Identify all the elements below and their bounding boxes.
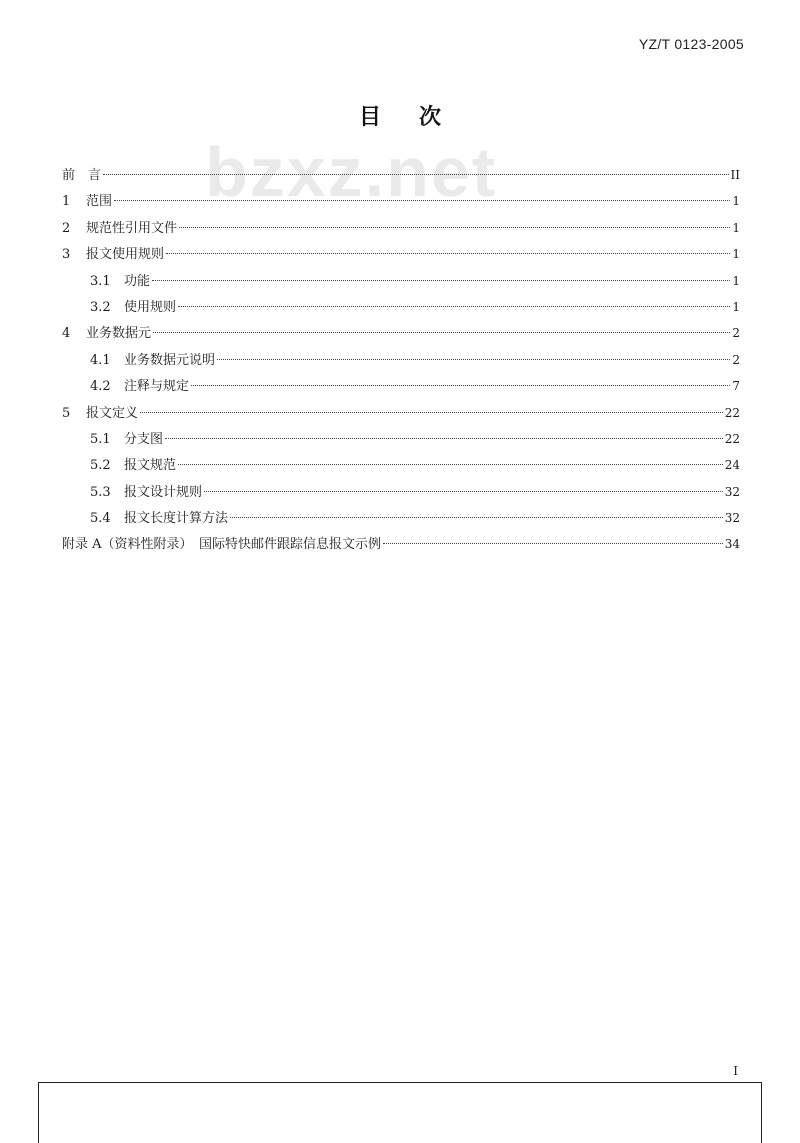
toc-entry-title: 分支图 [124, 431, 164, 447]
toc-entry-title: 报文长度计算方法 [124, 511, 229, 527]
toc-entry-number: 5.4 [90, 511, 111, 527]
toc-entry-page: 1 [732, 273, 740, 288]
toc-entry-page: 2 [732, 352, 740, 367]
toc-entry-title: 功能 [124, 273, 151, 289]
toc-leader-dots [153, 332, 730, 333]
toc-entry-title: 报文使用规则 [86, 247, 165, 263]
toc-entry[interactable] [62, 373, 740, 399]
page-number: I [733, 1064, 738, 1078]
toc-entry-page: 34 [724, 537, 740, 552]
toc-entry[interactable] [62, 531, 740, 557]
toc-entry-page: 22 [724, 431, 740, 446]
toc-entry[interactable] [62, 347, 740, 373]
toc-entry-number: 5.2 [90, 458, 111, 474]
toc-leader-dots [103, 174, 729, 175]
toc-entry[interactable] [62, 215, 740, 241]
toc-leader-dots [383, 543, 723, 544]
toc-leader-dots [230, 517, 723, 518]
toc-entry-number: 3.2 [90, 299, 111, 315]
toc-leader-dots [114, 200, 730, 201]
toc-entry[interactable] [62, 162, 740, 188]
toc-entry[interactable] [62, 479, 740, 505]
toc-entry-page: 7 [732, 379, 740, 394]
toc-leader-dots [165, 438, 723, 439]
toc-entry-title: 报文规范 [124, 458, 177, 474]
toc-entry[interactable] [62, 400, 740, 426]
toc-entry[interactable] [62, 505, 740, 531]
toc-entry[interactable] [62, 294, 740, 320]
toc-entry-title: 附录 A（资料性附录） 国际特快邮件跟踪信息报文示例 [62, 537, 382, 553]
toc-entry-page: 24 [724, 458, 740, 473]
page-title: 目次 [358, 104, 479, 130]
toc-entry-title: 业务数据元 [86, 326, 152, 342]
toc-leader-dots [217, 359, 730, 360]
toc-entry-number: 5 [62, 405, 71, 421]
toc-entry-number: 3 [62, 247, 71, 263]
toc-entry[interactable] [62, 268, 740, 294]
toc-entry[interactable] [62, 320, 740, 346]
toc-leader-dots [166, 253, 730, 254]
table-of-contents [62, 162, 740, 558]
toc-leader-dots [140, 412, 723, 413]
toc-entry-page: 1 [732, 194, 740, 209]
toc-leader-dots [204, 491, 723, 492]
toc-entry-page: 32 [724, 484, 740, 499]
toc-entry[interactable] [62, 452, 740, 478]
toc-entry-number: 4 [62, 326, 71, 342]
bottom-frame [38, 1082, 762, 1143]
toc-entry-number: 1 [62, 194, 71, 210]
toc-entry-title: 规范性引用文件 [86, 220, 178, 236]
toc-entry-title: 注释与规定 [124, 379, 190, 395]
toc-leader-dots [179, 227, 730, 228]
toc-entry-number: 5.1 [90, 431, 111, 447]
toc-leader-dots [178, 306, 730, 307]
toc-leader-dots [191, 385, 730, 386]
toc-entry-page: 22 [724, 405, 740, 420]
toc-entry-page: 1 [732, 299, 740, 314]
toc-entry[interactable] [62, 188, 740, 214]
toc-entry-number: 3.1 [90, 273, 111, 289]
toc-entry-page: 32 [724, 511, 740, 526]
toc-entry-title: 前 言 [62, 168, 102, 183]
toc-entry-page: 1 [732, 247, 740, 262]
toc-entry-number: 5.3 [90, 484, 111, 500]
toc-entry-page: 1 [732, 220, 740, 235]
toc-entry[interactable] [62, 241, 740, 267]
toc-entry-title: 范围 [86, 194, 113, 210]
toc-leader-dots [152, 280, 730, 281]
watermark: bzxz.net [205, 133, 498, 211]
toc-entry-number: 4.1 [90, 352, 111, 368]
standard-code: YZ/T 0123-2005 [638, 36, 744, 52]
toc-entry-title: 使用规则 [124, 299, 177, 315]
toc-entry[interactable] [62, 426, 740, 452]
toc-entry-title: 报文定义 [86, 405, 139, 421]
toc-entry-title: 报文设计规则 [124, 484, 203, 500]
toc-entry-page: 2 [732, 326, 740, 341]
toc-entry-number: 2 [62, 220, 71, 236]
toc-entry-title: 业务数据元说明 [124, 352, 216, 368]
toc-leader-dots [178, 464, 723, 465]
toc-entry-page: II [730, 168, 740, 182]
toc-entry-number: 4.2 [90, 379, 111, 395]
